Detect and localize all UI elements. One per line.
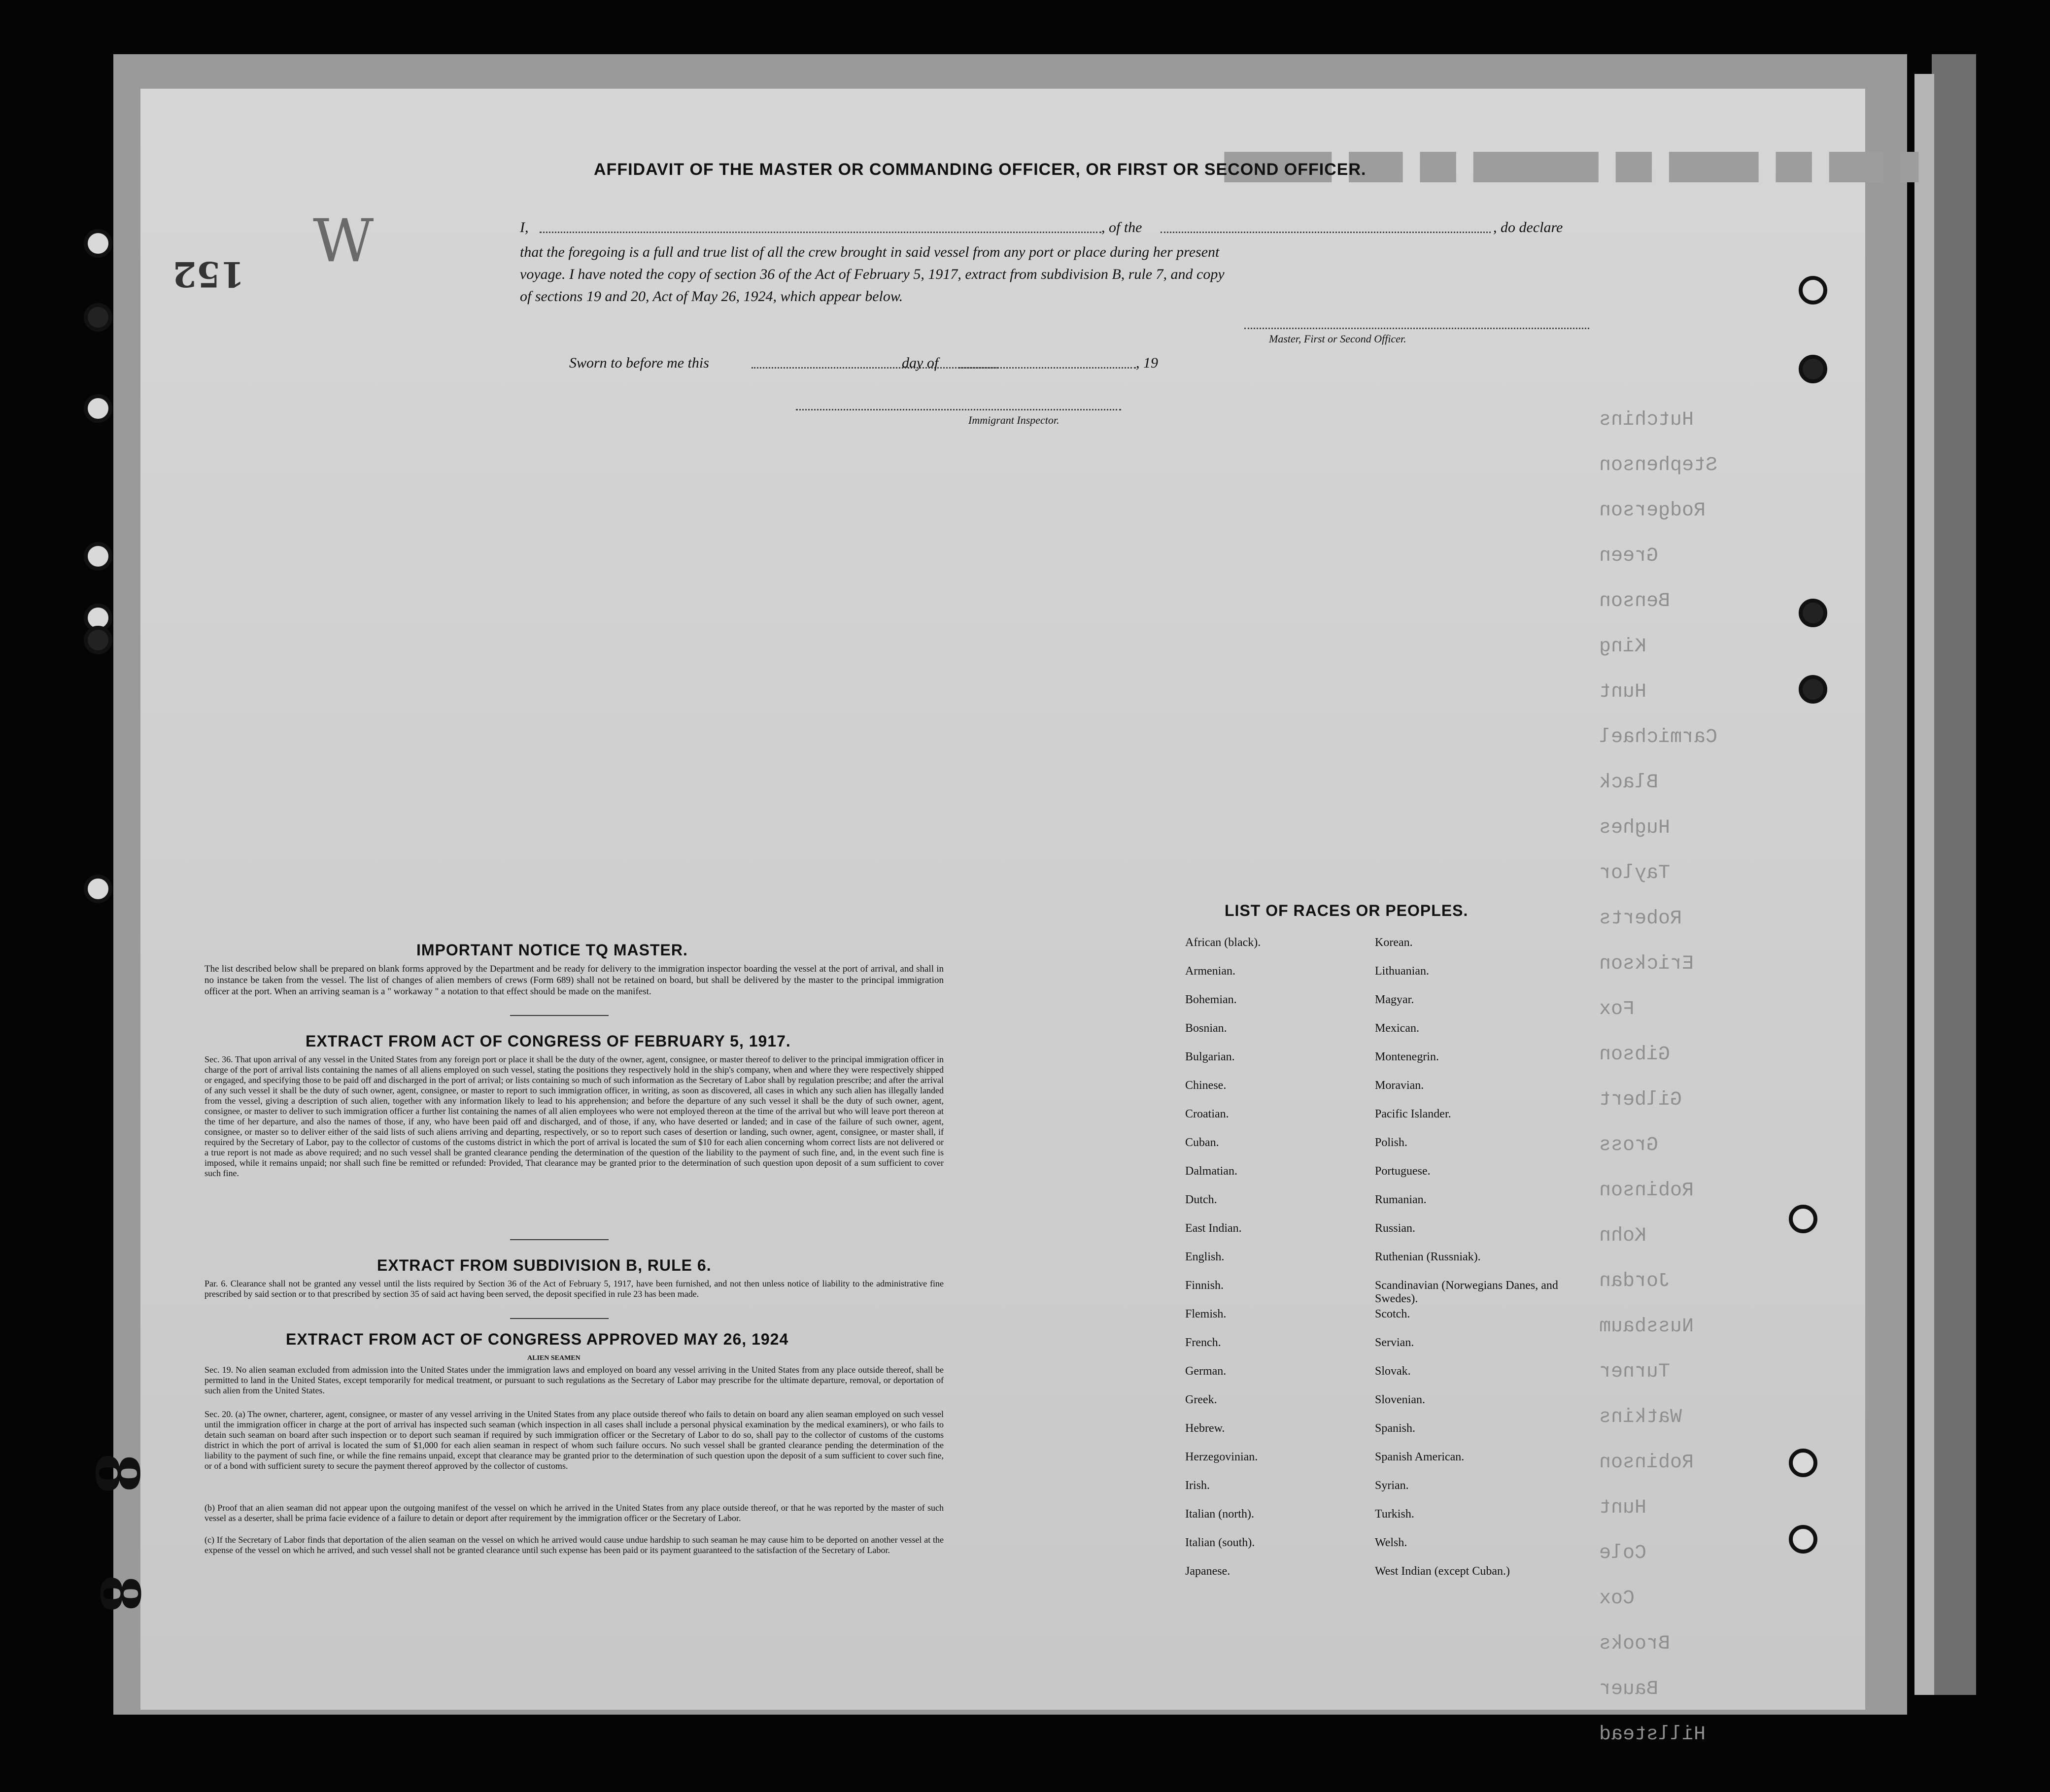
race-item: Magyar. (1375, 993, 1414, 1006)
extract-1924-subtitle: ALIEN SEAMEN (527, 1354, 581, 1362)
race-item: Bulgarian. (1185, 1050, 1235, 1063)
extract-rule6-title: EXTRACT FROM SUBDIVISION B, RULE 6. (377, 1256, 712, 1274)
race-item: Croatian. (1185, 1108, 1229, 1120)
bleed-through-name: Brooks (1599, 1633, 1671, 1655)
race-item: West Indian (except Cuban.) (1375, 1565, 1510, 1578)
handwritten-margin-mark: 8 (88, 1575, 152, 1613)
bleed-through-name: Turner (1599, 1361, 1671, 1383)
notice-body: The list described below shall be prepared on blank forms approved by the Department and be ready for delivery to the immigration inspector boarding the vessel at the port of arrival, and shall in no instance be taken from the vessel. The list of changes of alien members of crews (Form 689) shall not be retained on board, but shall be delivered by the master to the principal immigration officer at the port. When an arriving seaman is a " workaway " a notation to that effect should be made on the manifest. (205, 964, 944, 997)
race-item: Pacific Islander. (1375, 1108, 1451, 1120)
punch-hole (1799, 276, 1827, 304)
race-item: Montenegrin. (1375, 1050, 1439, 1063)
bleed-through-name: Cox (1599, 1588, 1635, 1610)
bleed-through-name: Roberts (1599, 908, 1682, 930)
extract-rule6-body: Par. 6. Clearance shall not be granted any vessel until the lists required by Section 36 of the Act of February 5, 1917, have been furnished, and not then unless notice of liability to the administrative fine prescribed by said section or to that prescribed by section 35 of said act having been served, the deposit specified in rule 23 has been made. (205, 1279, 944, 1299)
bleed-through-name: Stephenson (1599, 454, 1718, 476)
affidavit-title: AFFIDAVIT OF THE MASTER OR COMMANDING OFFICER, OR FIRST OR SECOND OFFICER. (594, 160, 1367, 179)
punch-hole (84, 394, 112, 423)
race-item: Flemish. (1185, 1308, 1227, 1320)
divider (510, 1239, 609, 1240)
races-title: LIST OF RACES OR PEOPLES. (1225, 902, 1469, 919)
race-item: Slovak. (1375, 1365, 1411, 1378)
divider (510, 1015, 609, 1016)
bleed-through-name: Fox (1599, 998, 1635, 1020)
race-item: Slovenian. (1375, 1393, 1425, 1406)
race-item: Dutch. (1185, 1193, 1217, 1206)
bleed-through-name: Gross (1599, 1134, 1659, 1156)
race-item: Syrian. (1375, 1479, 1409, 1492)
race-item: Russian. (1375, 1222, 1416, 1235)
punch-hole (84, 303, 112, 332)
race-item: Spanish. (1375, 1422, 1416, 1435)
punch-hole (1799, 355, 1827, 383)
inspector-signature-line (796, 409, 1121, 410)
race-item: Welsh. (1375, 1536, 1407, 1549)
race-item: Bohemian. (1185, 993, 1237, 1006)
bleed-through-name: Taylor (1599, 862, 1671, 884)
inspector-label: Immigrant Inspector. (968, 414, 1059, 426)
race-item: German. (1185, 1365, 1227, 1378)
punch-hole (1799, 675, 1827, 704)
race-item: Lithuanian. (1375, 965, 1429, 978)
race-item: Ruthenian (Russniak). (1375, 1251, 1481, 1263)
race-item: Moravian. (1375, 1079, 1424, 1092)
bleed-through-name: Carmichael (1599, 726, 1718, 748)
bleed-through-name: Hutchins (1599, 409, 1694, 431)
punch-hole (1799, 599, 1827, 627)
bleed-through-name: Rodgerson (1599, 500, 1706, 522)
year-label: , 19 (1136, 355, 1158, 371)
sworn-label: Sworn to before me this (569, 355, 709, 371)
handwritten-page-number: 152 (172, 254, 245, 295)
extract-1924-title: EXTRACT FROM ACT OF CONGRESS APPROVED MAY 26, 1924 (286, 1330, 789, 1348)
race-item: Chinese. (1185, 1079, 1227, 1092)
extract-1924-sec20c: (c) If the Secretary of Labor finds that deportation of the alien seaman on the vessel on which he arrived would cause undue hardship to such seaman he may cause him to be deported on another vessel at the expense of the vessel on which he arrived, and such vessel shall not be granted clearance until such expense has been paid or its payment guaranteed to the satisfaction of the Secretary of Labor. (205, 1535, 944, 1555)
race-item: Herzegovinian. (1185, 1451, 1258, 1463)
race-item: Scotch. (1375, 1308, 1410, 1320)
punch-hole (84, 229, 112, 258)
handwritten-initials: W (313, 207, 374, 275)
bleed-through-name: Hillstead (1599, 1724, 1706, 1746)
race-item: French. (1185, 1336, 1221, 1349)
race-item: Hebrew. (1185, 1422, 1225, 1435)
page-edge-inner (1914, 74, 1934, 1695)
race-item: Rumanian. (1375, 1193, 1427, 1206)
bleed-through-name: Jordan (1599, 1270, 1671, 1292)
extract-1917-title: EXTRACT FROM ACT OF CONGRESS OF FEBRUARY 5, 1917. (306, 1032, 791, 1050)
bleed-through-name: Robinson (1599, 1452, 1694, 1474)
bleed-through-name: Robinson (1599, 1180, 1694, 1202)
race-item: Dalmatian. (1185, 1165, 1237, 1178)
master-signature-line (1244, 328, 1589, 329)
race-item: Cuban. (1185, 1136, 1219, 1149)
affidavit-do-declare: , do declare (1493, 219, 1563, 236)
sworn-month-field (958, 367, 1136, 369)
affidavit-i-label: I, (520, 219, 529, 236)
divider (510, 1318, 609, 1319)
race-item: Spanish American. (1375, 1451, 1465, 1463)
race-item: African (black). (1185, 936, 1261, 949)
handwritten-margin-mark: 8 (82, 1453, 152, 1494)
bleed-through-name: Black (1599, 772, 1659, 794)
extract-1924-sec20b: (b) Proof that an alien seaman did not appear upon the outgoing manifest of the vessel on which he arrived in the United States from any place outside thereof, or that he was reported by the master of such vessel as a deserter, shall be prima facie evidence of a failure to detain or deport after requirement by the immigration officer or the Secretary of Labor. (205, 1503, 944, 1523)
master-signature-label: Master, First or Second Officer. (1269, 333, 1406, 345)
race-item: Turkish. (1375, 1508, 1414, 1521)
punch-hole (84, 542, 112, 571)
notice-title: IMPORTANT NOTICE TQ MASTER. (416, 941, 688, 959)
bleed-through-name: Hunt (1599, 681, 1647, 703)
bleed-through-name: Hunt (1599, 1497, 1647, 1519)
punch-hole (84, 875, 112, 903)
bleed-through-name: Cole (1599, 1542, 1647, 1564)
bleed-through-name: Nussbaum (1599, 1316, 1694, 1338)
day-of-label: day of (902, 355, 939, 371)
bleed-through-name: Hughes (1599, 817, 1671, 839)
punch-hole (1789, 1525, 1817, 1554)
race-item: Japanese. (1185, 1565, 1230, 1578)
race-item: Portuguese. (1375, 1165, 1431, 1178)
bleed-through-name: Benson (1599, 590, 1671, 612)
race-item: Polish. (1375, 1136, 1408, 1149)
affidavit-line-1: that the foregoing is a full and true list of all the crew brought in said vessel from any port or place during her present (520, 244, 1220, 260)
vessel-name-field (1161, 232, 1491, 233)
punch-hole (1789, 1449, 1817, 1477)
extract-1917-body: Sec. 36. That upon arrival of any vessel in the United States from any foreign port or place it shall be the duty of the owner, agent, consignee, or master thereof to deliver to the principal immigration officer in charge of the port of arrival lists containing the names of all aliens employed on such vessel, stating the positions they respectively hold in the ship's company, when and where they were respectively shipped or engaged, and specifying those to be paid off and discharged in the port of arrival; or lists containing so much of such information as the Secretary of Labor shall by regulation prescribe; and after the arrival of any such vessel it shall be the duty of such owner, agent, consignee, or master to report to such immigration officer, in writing, as soon as discovered, all cases in which any such alien has illegally landed from the vessel, giving a description of such alien, together with any information likely to lead to his apprehension; and before the departure of any such vessel it shall be the duty of such owner, agent, consignee, or master to deliver to such immigration officer a further list containing the names of all alien employees who were not employed thereon at the time of the arrival but who will leave port thereon at the time of her departure, and also the names of those, if any, who have been paid off and discharged, and of those, if any, who have deserted or landed; and in case of the failure of such owner, agent, consignee, or master so to deliver either of the said lists of such aliens arriving and departing, respectively, or so to report such cases of desertion or landing, such owner, agent, consignee, or master shall, if required by the Secretary of Labor, pay to the collector of customs of the customs district in which the port of arrival is located the sum of $10 for each alien concerning whom correct lists are not delivered or a true report is not made as above required; and no such vessel shall be granted clearance pending the determination of the question of the liability to the payment of such fine, and, in the event such fine is imposed, while it remains unpaid; nor shall such fine be remitted or refunded: Provided, That clearance may be granted prior to the determination of such question upon deposit of a sum sufficient to cover such fine. (205, 1054, 944, 1178)
bleed-through-name: Gibson (1599, 1044, 1671, 1066)
races-list-left (1185, 936, 1261, 1593)
bleed-through-name: Erickson (1599, 953, 1694, 975)
race-item: English. (1185, 1251, 1225, 1263)
punch-hole (1789, 1205, 1817, 1233)
race-item: Servian. (1375, 1336, 1414, 1349)
race-item: Italian (north). (1185, 1508, 1254, 1521)
manifest-page (82, 89, 1918, 1746)
bleed-through-name: Gilbert (1599, 1089, 1682, 1111)
race-item: Irish. (1185, 1479, 1210, 1492)
race-item: East Indian. (1185, 1222, 1242, 1235)
bleed-through-name: Kohn (1599, 1225, 1647, 1247)
punch-hole (84, 626, 112, 654)
race-item: Scandinavian (Norwegians Danes, and Swedes). (1375, 1279, 1558, 1305)
bleed-through-name: King (1599, 636, 1647, 658)
bleed-through-name: Bauer (1599, 1678, 1659, 1700)
affidavit-line-3: of sections 19 and 20, Act of May 26, 1924, which appear below. (520, 288, 903, 304)
bleed-through-name: Green (1599, 545, 1659, 567)
page-edge (1932, 54, 1976, 1695)
affidavit-of-the: , of the (1101, 219, 1142, 236)
race-item: Bosnian. (1185, 1022, 1227, 1035)
race-item: Mexican. (1375, 1022, 1419, 1035)
extract-1924-sec19: Sec. 19. No alien seaman excluded from admission into the United States under the immigration laws and employed on board any vessel arriving in the United States from any place outside thereof, shall be permitted to land in the United States, except temporarily for medical treatment, or pursuant to such regulations as the Secretary of Labor may prescribe for the ultimate departure, removal, or deportation of such alien from the United States. (205, 1365, 944, 1395)
races-list-right (1375, 936, 1572, 1593)
bleed-through-name: Watkins (1599, 1406, 1682, 1428)
race-item: Finnish. (1185, 1279, 1224, 1292)
affidavit-line-2: voyage. I have noted the copy of section 36 of the Act of February 5, 1917, extract from subdivision B, rule 7, and copy (520, 266, 1225, 282)
extract-1924-sec20a: Sec. 20. (a) The owner, charterer, agent, consignee, or master of any vessel arriving in the United States from any place outside thereof who fails to detain on board any alien seaman employed on such vessel until the immigration officer in charge at the port of arrival has inspected such seaman (which inspection in all cases shall include a personal physical examination by the medical examiners), or who fails to detain such seaman on board after such inspection or to deport such seaman if required by such immigration officer or the Secretary of Labor to do so, shall pay to the collector of customs of the customs district in which the port of arrival is located the sum of $1,000 for each alien seaman in respect of whom such failure occurs. No such vessel shall be granted clearance pending the determination of the liability to the payment of such fine, or while the fine remains unpaid, except that clearance may be granted prior to the determination of such question upon the deposit of a sum sufficient to cover such fine, or of a bond with sufficient surety to secure the payment thereof approved by the collector of customs. (205, 1409, 944, 1471)
race-item: Greek. (1185, 1393, 1217, 1406)
race-item: Italian (south). (1185, 1536, 1255, 1549)
bleed-through-header: ▇ ▇▇▇ ▇▇ ▇▇▇▇▇ ▇▇ ▇▇▇▇▇▇▇ ▇▇ ▇▇▇ ▇▇▇▇▇▇ (1225, 151, 1918, 184)
race-item: Armenian. (1185, 965, 1235, 978)
master-name-field (540, 232, 1101, 233)
race-item: Korean. (1375, 936, 1413, 949)
